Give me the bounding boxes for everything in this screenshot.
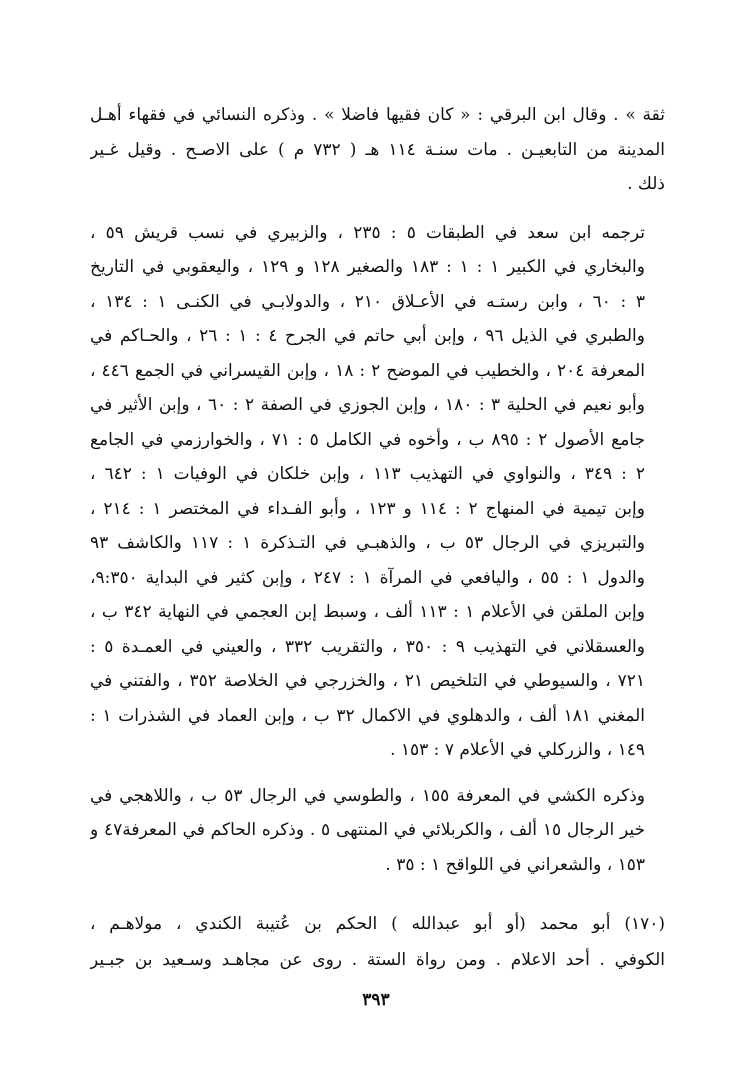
text-line: وأبو نعيم في الحلية ٣ : ١٨٠ ، وإبن الجوزي في الصفة ٢ : ٦٠ ، وإبن الأثير في: [90, 395, 645, 415]
text-line: ١٥٣ ، والشعراني في اللواقح ١ : ٣٥ .: [385, 854, 645, 875]
text-line: والبخاري في الكبير ١ : ١ : ١٨٣ والصغير ١٢٨ و ١٢٩ ، واليعقوبي في التاريخ: [90, 257, 645, 277]
text-line: وإبن الملقن في الأعلام ١ : ١١٣ ألف ، وسبط إبن العجمي في النهاية ٣٤٢ ب ،: [90, 602, 645, 622]
text-line: جامع الأصول ٢ : ٨٩٥ ب ، وأخوه في الكامل ٥ : ٧١ ، والخوارزمي في الجامع: [90, 429, 645, 450]
text-line: ١٤٩ ، والزركلي في الأعلام ٧ : ١٥٣ .: [390, 740, 645, 760]
paragraph-entry-170: [90, 906, 665, 978]
page-number: ٣٩٣: [362, 990, 390, 1010]
text-line: الكوفي . أحد الاعلام . ومن رواة الستة . روى عن مجاهـد وسـعيد بن جبـير: [90, 950, 665, 970]
text-line: ٢ : ٣٤٩ ، والنواوي في التهذيب ١١٣ ، وإبن خلكان في الوفيات ١ : ٦٤٢ ،: [90, 464, 646, 484]
paragraph-biography-sources: [90, 216, 665, 768]
text-line: وإبن تيمية في المنهاج ٢ : ١١٤ و ١٢٣ ، وأبو الفـداء في المختصر ١ : ٢١٤ ،: [90, 498, 645, 519]
text-line: والتبريزي في الرجال ٥٣ ب ، والذهبـي في التـذكرة ١ : ١١٧ والكاشف ٩٣: [90, 533, 646, 553]
text-line: ذلك .: [627, 174, 665, 194]
text-line: ترجمه ابن سعد في الطبقات ٥ : ٢٣٥ ، والزبيري في نسب قريش ٥٩ ،: [90, 222, 646, 243]
text-line: (١٧٠) أبو محمد (أو أبو عبدالله ) الحكم بن عُتيبة الكندي ، مولاهـم ،: [90, 914, 665, 934]
text-line: ثقة » . وقال ابن البرقي : « كان فقيها فاضلا » . وذكره النسائي في فقهاء أهـل: [90, 105, 665, 125]
text-line: ٧٢١ ، والسيوطي في التلخيص ٢١ ، والخزرجي في الخلاصة ٣٥٢ ، والفتني في: [90, 671, 645, 691]
text-line: المغني ١٨١ ألف ، والدهلوي في الاكمال ٣٢ ب ، وإبن العماد في الشذرات ١ :: [90, 705, 645, 726]
text-line: وذكره الكشي في المعرفة ١٥٥ ، والطوسي في الرجال ٥٣ ب ، واللاهجي في: [90, 785, 645, 806]
paragraph-intro: [90, 98, 665, 202]
text-line: المدينة من التابعيـن . مات سنـة ١١٤ هـ ( ٧٣٢ م ) على الاصـح . وقيل غـير: [90, 139, 665, 160]
text-line: المعرفة ٢٠٤ ، والخطيب في الموضح ٢ : ١٨ ، وإبن القيسراني في الجمع ٤٤٦ ،: [90, 360, 645, 381]
text-line: ٣ : ٦٠ ، وابن رستـه في الأعـلاق ٢١٠ ، والدولابـي في الكنـى ١ : ١٣٤ ،: [90, 291, 645, 312]
text-line: خير الرجال ١٥ ألف ، والكربلائي في المنتهى ٥ . وذكره الحاكم في المعرفة٤٧ و: [90, 820, 645, 840]
text-line: والدول ١ : ٥٥ ، واليافعي في المرآة ١ : ٢٤٧ ، وإبن كثير في البداية ٩:٣٥٠،: [90, 567, 645, 588]
text-line: والطبري في الذيل ٩٦ ، وإبن أبي حاتم في الجرح ٤ : ١ : ٢٦ ، والحـاكم في: [90, 326, 645, 346]
paragraph-shia-sources: [90, 779, 665, 883]
text-line: والعسقلاني في التهذيب ٩ : ٣٥٠ ، والتقريب ٣٣٢ ، والعيني في العمـدة ٥ :: [90, 636, 645, 657]
page-content: [90, 98, 665, 978]
